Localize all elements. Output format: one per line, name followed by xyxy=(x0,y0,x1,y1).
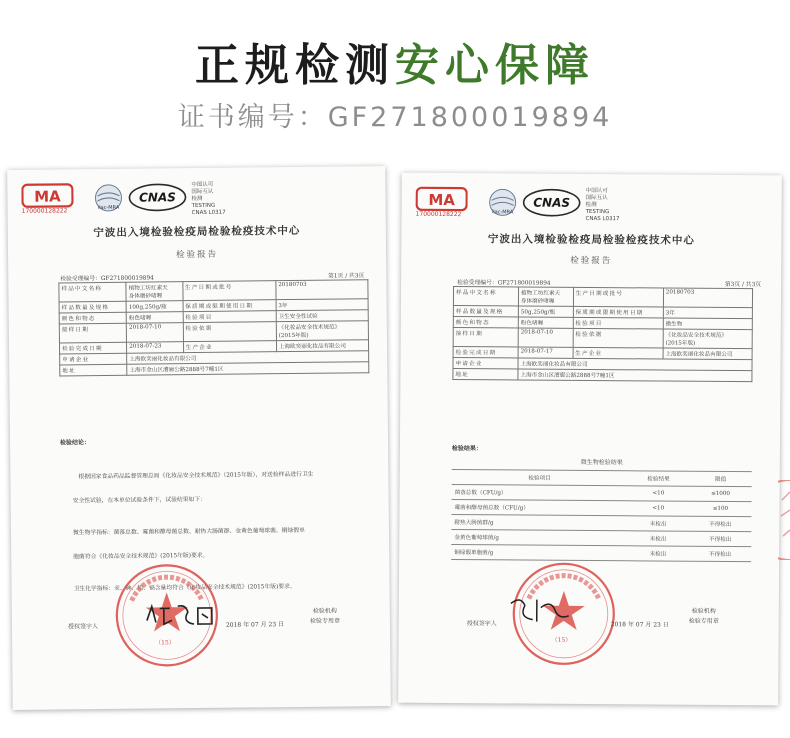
table-row: 样品中文名称 植物工坊红素天 身体磨砂啫喱 生产日期或批号 20180703 xyxy=(453,287,752,308)
cnas-accreditation-text: 中国认可 国际互认 检测 TESTING CNAS L0317 xyxy=(191,181,226,217)
table-row: 检验完成日期 2018-07-17 生产企业 上海欧奕丽化妆品有限公司 xyxy=(453,347,752,360)
table-row: 申请企业 上海欧奕丽化妆品有限公司 xyxy=(453,358,752,371)
results-caption: 微生物检验结果 xyxy=(580,458,623,467)
table-row: 颜色和物态 粉色啫喱 检验项目 卫生安全性试验 xyxy=(59,310,368,324)
cma-logo xyxy=(416,185,468,215)
report-date: 2018 年 07 月 23 日 xyxy=(610,621,669,629)
report-date: 2018 年 07 月 23 日 xyxy=(225,621,285,629)
table-row: 霉菌和酵母菌总数（CFU/g） <10 ≤100 xyxy=(451,500,751,517)
svg-text:ilac-MRA: ilac-MRA xyxy=(97,204,120,212)
table-row: 接样日期 2018-07-10 检验依据 《化妆品安全技术规范》 (2015年版) xyxy=(453,328,752,349)
table-row: 检验完成日期 2018-07-23 生产企业 上海欧奕丽化妆品有限公司 xyxy=(59,340,368,354)
table-row: 样品中文名称 植物工坊红素天 身体磨砂啫喱 生产日期或批号 20180703 xyxy=(59,280,368,302)
seal-number: （15） xyxy=(155,639,175,647)
table-row: 样品数量及规格 100g,250g/瓶 保质期或限期使用日期 3年 xyxy=(59,299,368,313)
signer-label: 授权签字人 xyxy=(67,623,99,631)
table-row: 地址 上海市金山区漕廊公路2888号7幢1区 xyxy=(453,369,752,382)
title-part-green: 安心保障 xyxy=(395,40,595,91)
page-title xyxy=(0,40,790,92)
cma-number: 170000128222 xyxy=(415,210,462,219)
table-row: 菌落总数（CFU/g） <10 ≤1000 xyxy=(452,485,752,502)
cma-logo xyxy=(21,181,73,215)
report-title: 检验报告 xyxy=(570,255,613,267)
table-row: 接样日期 2018-07-10 检验依据 《化妆品安全技术规范》 (2015年版) xyxy=(59,321,368,343)
svg-text:MA: MA xyxy=(428,190,456,210)
title-part-dark: 正规检测 xyxy=(195,40,395,91)
seal-caption: 检验机构 检验专用章 xyxy=(309,607,340,625)
conclusion-heading: 检验结论： xyxy=(60,439,91,447)
table-row: 样品数量及规格 50g,250g/瓶 保质期或限期使用日期 3年 xyxy=(453,306,752,319)
svg-text:CNAS: CNAS xyxy=(533,195,571,210)
svg-text:ilac-MRA: ilac-MRA xyxy=(491,209,514,216)
accreditation-logos xyxy=(416,185,716,223)
conclusion-text: 根据国家食品药品监督管理总局《化妆品安全技术规范》（2015年版），对送检样品进行卫生 安全性试验，在本单位试验条件下，试验结果如下： 微生物学指标：菌落总数、霉菌和酵母菌总数、耐热大肠菌群、金黄色葡萄球菌、铜绿假单 胞菌符合《化妆品安全技术规范》(2015年版)要求。 卫生化学指标：汞、砷、铅、镉含量均符合《化妆品安全技术规范》(2015年版)要求。 xyxy=(72,471,314,593)
sample-info-table xyxy=(452,286,753,382)
ilac-mra-logo xyxy=(488,187,518,217)
table-row: 金黄色葡萄球菌/g 未检出 不得检出 xyxy=(451,530,751,547)
accept-number: 检验受理编号：GF271800019894 xyxy=(457,280,551,287)
issuing-organization: 宁波出入境检验检疫局检验检疫技术中心 xyxy=(93,224,301,240)
results-heading: 检验结果： xyxy=(451,445,482,453)
page-header xyxy=(0,0,790,150)
ilac-mra-logo xyxy=(93,183,123,213)
page-number: 第1页 / 共3页 xyxy=(328,273,365,280)
seal-caption: 检验机构 检验专用章 xyxy=(688,607,719,625)
cma-number: 170000128222 xyxy=(21,207,68,215)
svg-text:MA: MA xyxy=(34,187,61,206)
page-number: 第3页 / 共3页 xyxy=(724,281,762,289)
table-row: 申请企业 上海欧奕丽化妆品有限公司 xyxy=(60,351,369,365)
results-table xyxy=(451,469,752,562)
inspection-report-right xyxy=(398,173,782,706)
table-row: 耐热大肠菌群/g 未检出 不得检出 xyxy=(451,515,751,532)
certificate-number: 证书编号：GF271800019894 xyxy=(177,102,613,133)
signature xyxy=(142,600,222,631)
cnas-logo xyxy=(522,188,582,218)
table-row: 地址 上海市金山区漕廊公路2888号7幢1区 xyxy=(60,362,369,376)
svg-text:CNAS: CNAS xyxy=(139,190,176,205)
inspection-report-left xyxy=(7,166,391,710)
results-header-row: 检验项目 检验结果 限值 xyxy=(452,470,752,487)
table-row: 颜色和物态 粉色啫喱 检验项目 微生物 xyxy=(453,317,752,330)
report-title: 检验报告 xyxy=(176,249,219,261)
accept-number: 检验受理编号：GF271800019894 xyxy=(60,275,154,283)
issuing-organization: 宁波出入境检验检疫局检验检疫技术中心 xyxy=(487,233,695,247)
table-row: 铜绿假单胞菌/g 未检出 不得检出 xyxy=(451,545,751,562)
accreditation-logos xyxy=(21,179,321,218)
sample-info-table xyxy=(58,279,369,376)
cnas-accreditation-text: 中国认可 国际互认 检测 TESTING CNAS L0317 xyxy=(585,187,620,223)
cnas-logo xyxy=(127,182,187,213)
seal-edge-fragment xyxy=(778,480,790,560)
seal-number: （15） xyxy=(551,636,572,644)
signer-label: 授权签字人 xyxy=(466,620,497,628)
signature xyxy=(507,593,577,625)
